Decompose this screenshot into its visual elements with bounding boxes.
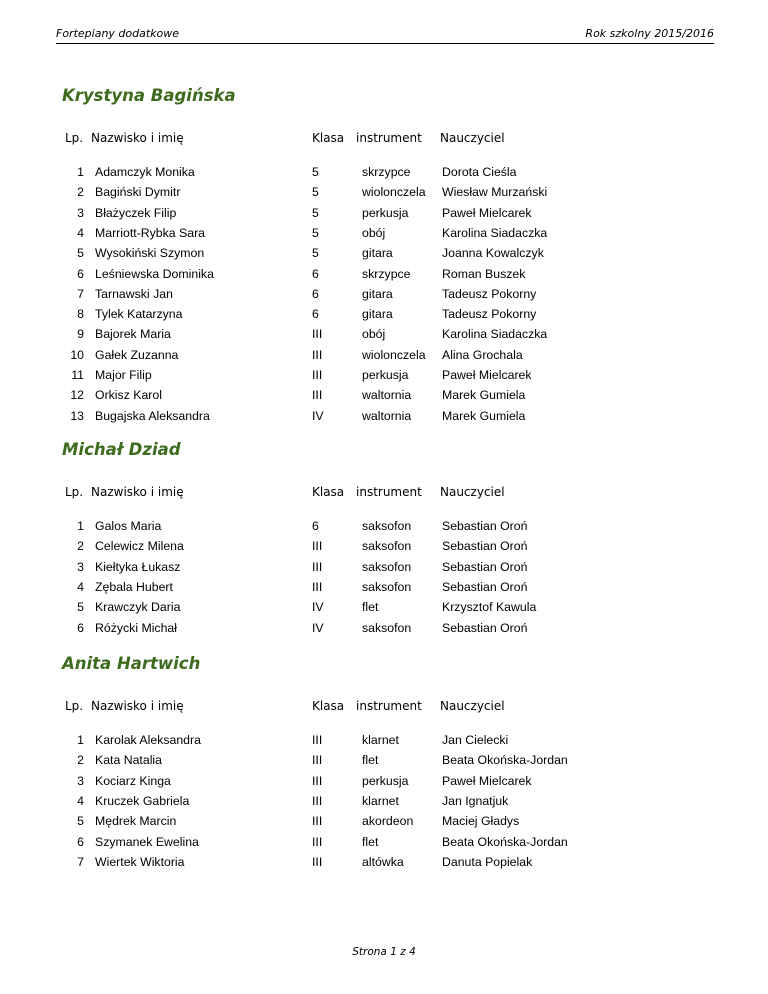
section-teacher-name: Michał Dziad xyxy=(62,440,181,459)
row-teacher: Jan Cielecki xyxy=(442,733,509,747)
row-instrument: skrzypce xyxy=(362,266,411,281)
row-teacher: Paweł Mielcarek xyxy=(442,368,532,382)
row-teacher: Marek Gumiela xyxy=(442,388,526,403)
row-number: 4 xyxy=(77,225,84,240)
column-header-lp: Lp. xyxy=(65,699,84,713)
row-instrument: skrzypce xyxy=(362,165,411,179)
row-klasa: 5 xyxy=(312,165,319,179)
row-klasa: IV xyxy=(312,600,324,615)
row-number: 4 xyxy=(77,579,84,594)
row-klasa: III xyxy=(312,854,323,869)
row-name: Tylek Katarzyna xyxy=(95,307,183,322)
column-header-teacher: Nauczyciel xyxy=(440,699,505,713)
row-instrument: saksofon xyxy=(362,559,412,574)
row-klasa: III xyxy=(312,753,323,768)
row-number: 6 xyxy=(77,620,84,635)
row-teacher: Jan Ignatjuk xyxy=(442,793,509,808)
row-number: 1 xyxy=(77,519,84,533)
row-teacher: Sebastian Oroń xyxy=(442,539,528,554)
row-name: Kata Natalia xyxy=(95,753,162,768)
row-instrument: saksofon xyxy=(362,579,412,594)
row-instrument: gitara xyxy=(362,286,393,301)
row-klasa: 6 xyxy=(312,266,319,281)
row-klasa: 6 xyxy=(312,307,319,322)
row-teacher: Roman Buszek xyxy=(442,266,526,281)
row-klasa: III xyxy=(312,834,323,849)
row-teacher: Paweł Mielcarek xyxy=(442,205,532,220)
row-teacher: Sebastian Oroń xyxy=(442,579,528,594)
row-instrument: gitara xyxy=(362,246,393,261)
row-klasa: III xyxy=(312,814,323,829)
row-number: 5 xyxy=(77,600,84,615)
row-teacher: Sebastian Oroń xyxy=(442,519,528,533)
row-teacher: Marek Gumiela xyxy=(442,408,526,423)
row-klasa: IV xyxy=(312,408,324,423)
row-number: 5 xyxy=(77,246,84,261)
row-number: 1 xyxy=(77,165,84,179)
row-klasa: 6 xyxy=(312,519,319,533)
row-instrument: obój xyxy=(362,225,386,240)
row-name: Orkisz Karol xyxy=(95,388,162,403)
row-klasa: IV xyxy=(312,620,324,635)
row-number: 11 xyxy=(71,368,84,382)
row-teacher: Dorota Cieśla xyxy=(442,165,517,179)
row-teacher: Sebastian Oroń xyxy=(442,620,528,635)
row-name: Krawczyk Daria xyxy=(95,600,181,615)
row-instrument: saksofon xyxy=(362,519,412,533)
row-number: 2 xyxy=(77,753,84,768)
row-name: Zębala Hubert xyxy=(95,579,173,594)
row-number: 5 xyxy=(77,814,84,829)
row-instrument: flet xyxy=(362,600,379,615)
row-teacher: Danuta Popielak xyxy=(442,854,533,869)
row-instrument: waltornia xyxy=(362,388,412,403)
section-teacher-name: Anita Hartwich xyxy=(62,654,201,673)
row-instrument: altówka xyxy=(362,854,404,869)
row-number: 10 xyxy=(70,347,84,362)
row-name: Kociarz Kinga xyxy=(95,773,171,788)
row-number: 2 xyxy=(77,539,84,554)
row-klasa: III xyxy=(312,539,323,554)
row-name: Bajorek Maria xyxy=(95,327,171,342)
row-name: Tarnawski Jan xyxy=(95,286,173,301)
column-header-teacher: Nauczyciel xyxy=(440,485,505,499)
row-name: Wiertek Wiktoria xyxy=(95,854,185,869)
row-number: 8 xyxy=(77,307,84,322)
row-klasa: III xyxy=(312,327,323,342)
row-name: Adamczyk Monika xyxy=(95,165,195,179)
row-teacher: Karolina Siadaczka xyxy=(442,225,548,240)
row-name: Celewicz Milena xyxy=(95,539,184,554)
row-teacher: Karolina Siadaczka xyxy=(442,327,548,342)
row-klasa: 5 xyxy=(312,225,319,240)
header-left-title: Fortepiany dodatkowe xyxy=(56,27,180,40)
row-instrument: akordeon xyxy=(362,814,414,829)
row-name: Szymanek Ewelina xyxy=(95,834,199,849)
column-header-name: Nazwisko i imię xyxy=(91,485,184,499)
row-name: Major Filip xyxy=(95,368,152,382)
row-teacher: Tadeusz Pokorny xyxy=(442,286,537,301)
header-school-year: Rok szkolny 2015/2016 xyxy=(585,27,714,40)
row-number: 6 xyxy=(77,834,84,849)
row-klasa: III xyxy=(312,793,323,808)
row-number: 1 xyxy=(77,733,84,747)
row-teacher: Beata Okońska-Jordan xyxy=(442,753,568,768)
row-number: 3 xyxy=(77,559,84,574)
row-instrument: perkusja xyxy=(362,773,409,788)
row-name: Gałek Zuzanna xyxy=(95,347,179,362)
row-instrument: wiolonczela xyxy=(362,347,426,362)
row-klasa: III xyxy=(312,579,323,594)
row-number: 4 xyxy=(77,793,84,808)
row-name: Leśniewska Dominika xyxy=(95,266,214,281)
row-instrument: obój xyxy=(362,327,386,342)
row-klasa: 6 xyxy=(312,286,319,301)
row-teacher: Sebastian Oroń xyxy=(442,559,528,574)
row-klasa: III xyxy=(312,733,323,747)
row-number: 7 xyxy=(77,286,84,301)
row-number: 3 xyxy=(77,773,84,788)
column-header-klasa: Klasa xyxy=(312,131,345,145)
row-teacher: Beata Okońska-Jordan xyxy=(442,834,568,849)
row-name: Karolak Aleksandra xyxy=(95,733,201,747)
row-klasa: 5 xyxy=(312,205,319,220)
row-number: 13 xyxy=(70,408,84,423)
row-klasa: III xyxy=(312,368,323,382)
row-teacher: Alina Grochala xyxy=(442,347,523,362)
row-name: Błażyczek Filip xyxy=(95,205,177,220)
row-instrument: saksofon xyxy=(362,539,412,554)
row-name: Mędrek Marcin xyxy=(95,814,177,829)
row-instrument: klarnet xyxy=(362,733,399,747)
row-instrument: perkusja xyxy=(362,368,409,382)
row-number: 12 xyxy=(70,388,84,403)
column-header-instrument: instrument xyxy=(356,131,422,145)
column-header-klasa: Klasa xyxy=(312,485,345,499)
row-teacher: Paweł Mielcarek xyxy=(442,773,532,788)
row-teacher: Maciej Gładys xyxy=(442,814,520,829)
row-teacher: Joanna Kowalczyk xyxy=(442,246,544,261)
row-number: 6 xyxy=(77,266,84,281)
row-name: Kruczek Gabriela xyxy=(95,793,190,808)
row-klasa: III xyxy=(312,347,323,362)
row-number: 7 xyxy=(77,854,84,869)
row-instrument: gitara xyxy=(362,307,393,322)
column-header-instrument: instrument xyxy=(356,699,422,713)
row-name: Bugajska Aleksandra xyxy=(95,408,210,423)
page-number: Strona 1 z 4 xyxy=(352,946,416,958)
section-teacher-name: Krystyna Bagińska xyxy=(62,86,236,105)
row-teacher: Wiesław Murzański xyxy=(442,185,548,200)
row-name: Kiełtyka Łukasz xyxy=(95,559,181,574)
row-instrument: flet xyxy=(362,753,379,768)
row-instrument: saksofon xyxy=(362,620,412,635)
row-instrument: flet xyxy=(362,834,379,849)
row-name: Bagiński Dymitr xyxy=(95,185,181,200)
row-klasa: III xyxy=(312,388,323,403)
page-header xyxy=(56,27,714,44)
column-header-teacher: Nauczyciel xyxy=(440,131,505,145)
row-instrument: perkusja xyxy=(362,205,409,220)
column-header-name: Nazwisko i imię xyxy=(91,131,184,145)
row-name: Marriott-Rybka Sara xyxy=(95,225,206,240)
row-number: 3 xyxy=(77,205,84,220)
column-header-lp: Lp. xyxy=(65,485,84,499)
column-header-lp: Lp. xyxy=(65,131,84,145)
row-klasa: III xyxy=(312,773,323,788)
row-instrument: klarnet xyxy=(362,793,399,808)
row-teacher: Tadeusz Pokorny xyxy=(442,307,537,322)
row-teacher: Krzysztof Kawula xyxy=(442,600,537,615)
row-number: 2 xyxy=(77,185,84,200)
row-klasa: 5 xyxy=(312,246,319,261)
row-instrument: waltornia xyxy=(362,408,412,423)
row-number: 9 xyxy=(77,327,84,342)
column-header-name: Nazwisko i imię xyxy=(91,699,184,713)
row-instrument: wiolonczela xyxy=(362,185,426,200)
row-name: Galos Maria xyxy=(95,519,162,533)
row-klasa: 5 xyxy=(312,185,319,200)
row-name: Różycki Michał xyxy=(95,620,177,635)
column-header-instrument: instrument xyxy=(356,485,422,499)
row-klasa: III xyxy=(312,559,323,574)
column-header-klasa: Klasa xyxy=(312,699,345,713)
row-name: Wysokiński Szymon xyxy=(95,246,205,261)
